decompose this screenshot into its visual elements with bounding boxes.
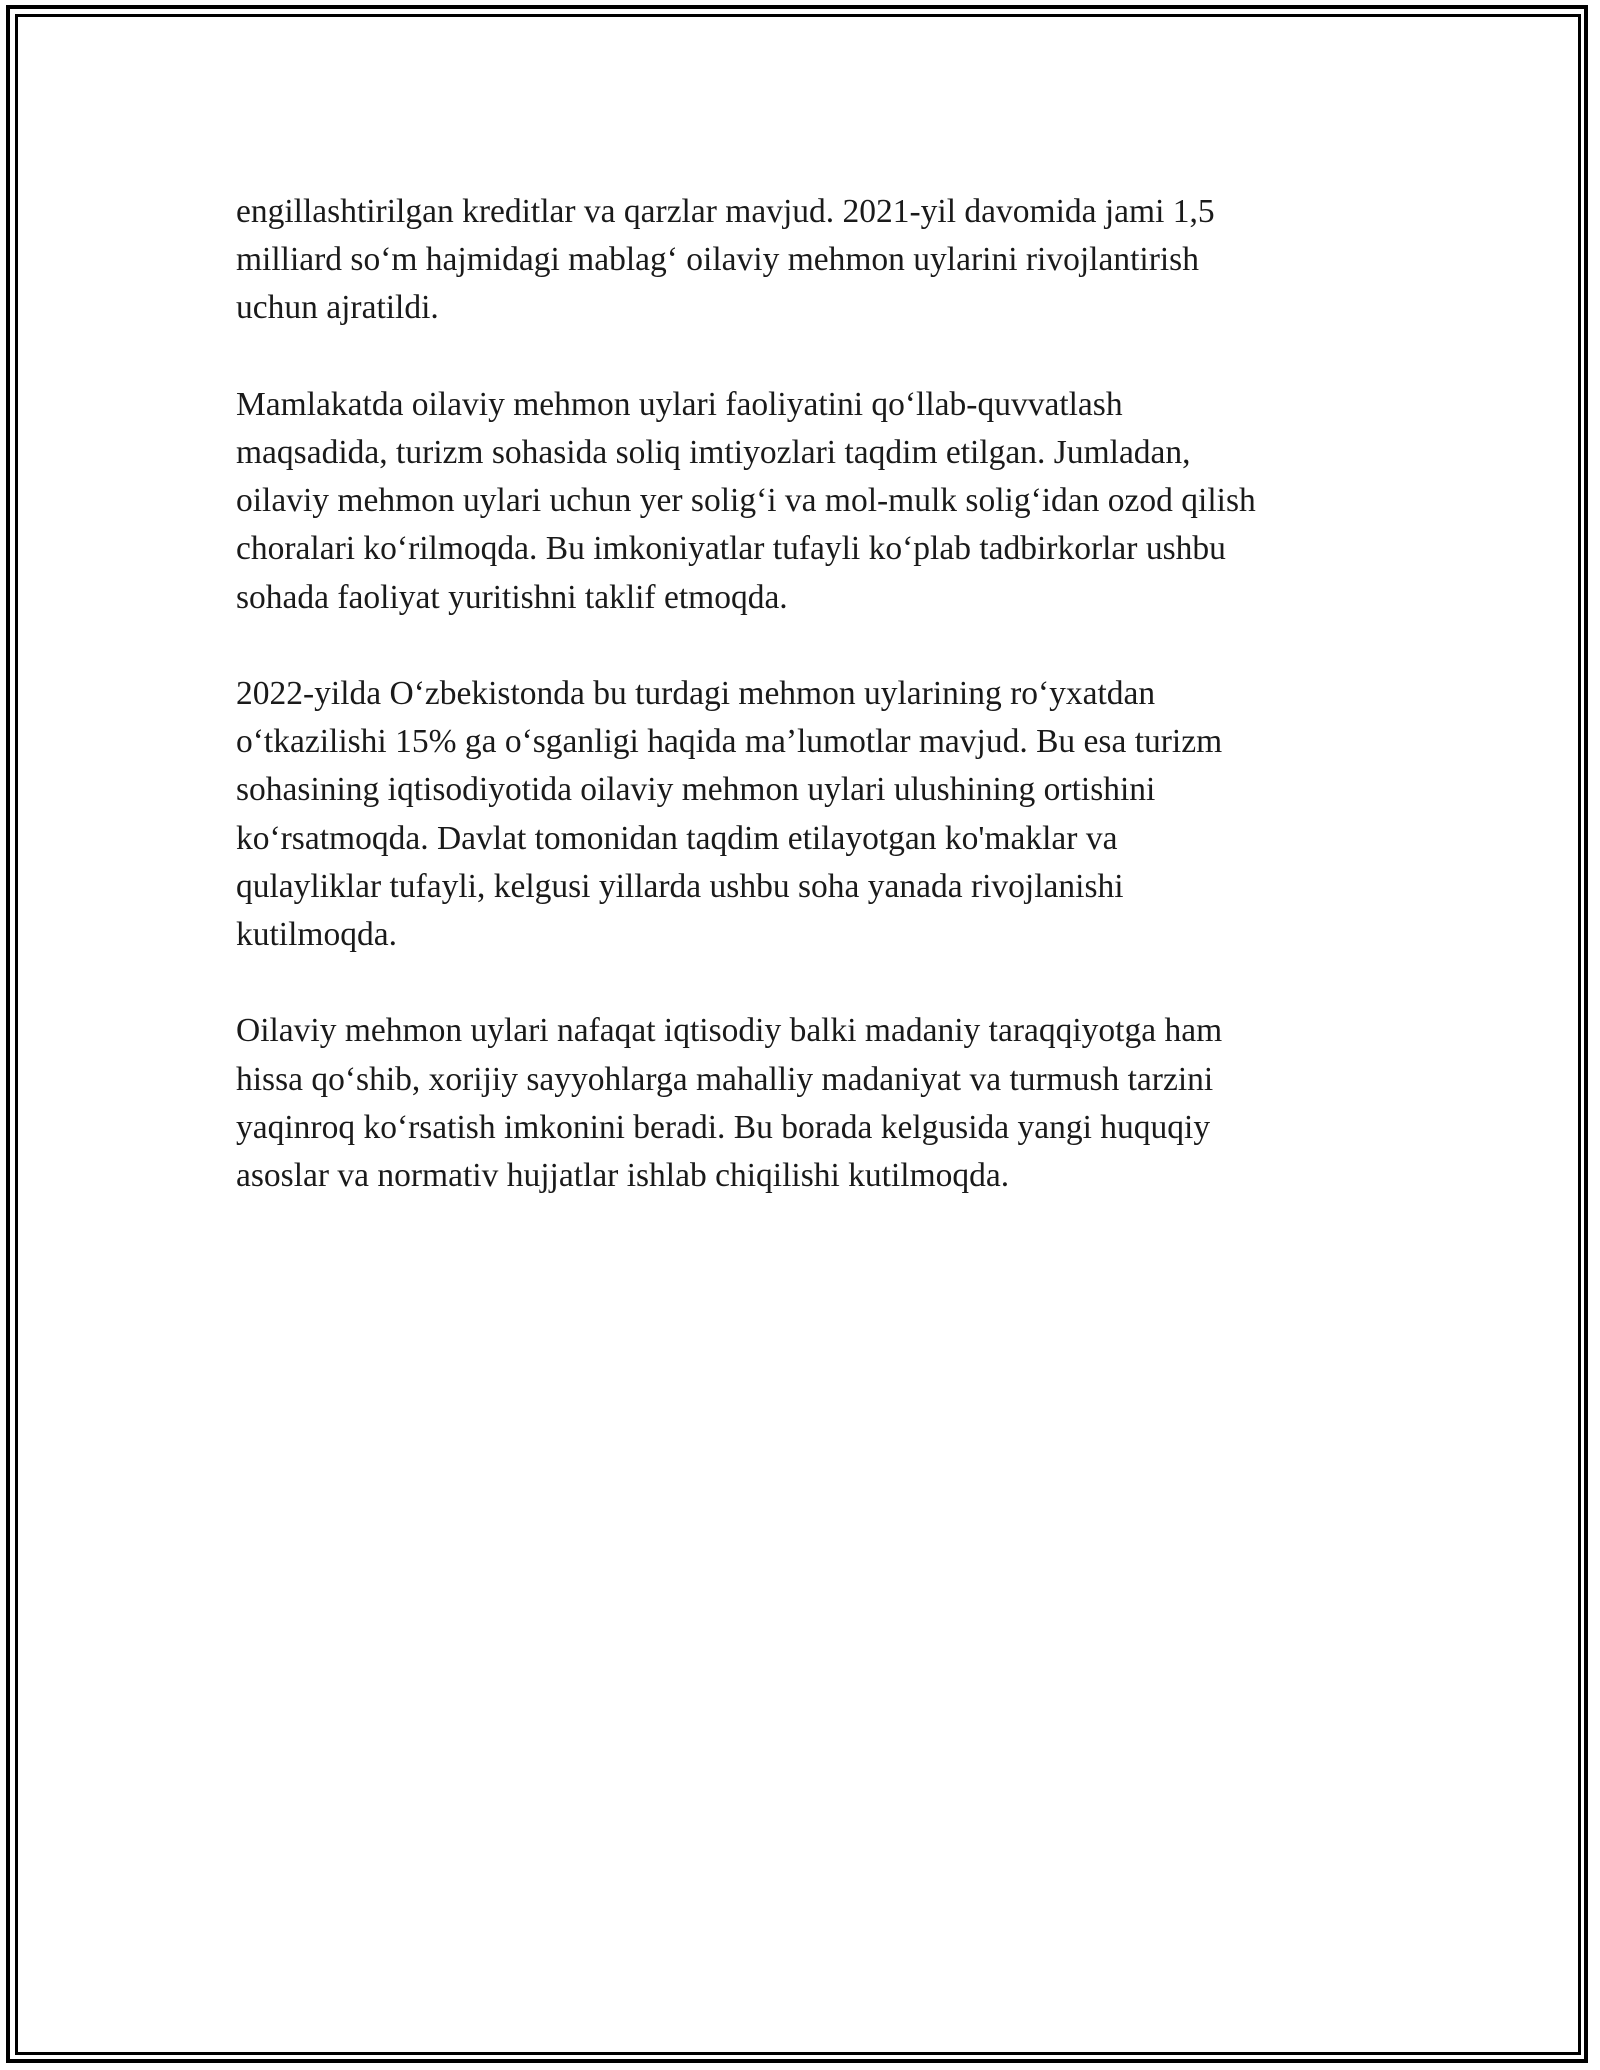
text-line: uchun ajratildi. — [236, 289, 439, 327]
text-line: choralari ko‘rilmoqda. Bu imkoniyatlar tufayli ko‘plab tadbirkorlar ushbu — [236, 530, 1226, 568]
document-body — [236, 188, 1366, 1200]
text-line: asoslar va normativ hujjatlar ishlab chiqilishi kutilmoqda. — [236, 1157, 1010, 1195]
paragraph-4 — [236, 1007, 1366, 1200]
text-line: maqsadida, turizm sohasida soliq imtiyozlari taqdim etilgan. Jumladan, — [236, 434, 1191, 471]
text-line: Mamlakatda oilaviy mehmon uylari faoliyatini qo‘llab-quvvatlash — [236, 385, 1123, 423]
text-line: 2022-yilda O‘zbekistonda bu turdagi mehmon uylarining ro‘yxatdan — [236, 675, 1156, 712]
text-line: o‘tkazilishi 15% ga o‘sganligi haqida ma’lumotlar mavjud. Bu esa turizm — [236, 723, 1223, 761]
paragraph-2 — [236, 381, 1366, 622]
text-line: sohada faoliyat yuritishni taklif etmoqda. — [236, 578, 788, 616]
text-line: hissa qo‘shib, xorijiy sayyohlarga mahalliy madaniyat va turmush tarzini — [236, 1060, 1214, 1098]
text-line: yaqinroq ko‘rsatish imkonini beradi. Bu borada kelgusida yangi huquqiy — [236, 1108, 1211, 1146]
text-line: kutilmoqda. — [236, 916, 397, 954]
text-line: qulayliklar tufayli, kelgusi yillarda ushbu soha yanada rivojlanishi — [236, 867, 1124, 905]
text-line: Oilaviy mehmon uylari nafaqat iqtisodiy balki madaniy taraqqiyotga ham — [236, 1012, 1223, 1050]
paragraph-3 — [236, 670, 1366, 959]
text-line: ko‘rsatmoqda. Davlat tomonidan taqdim etilayotgan ko'maklar va — [236, 819, 1118, 857]
text-line: oilaviy mehmon uylari uchun yer solig‘i va mol-mulk solig‘idan ozod qilish — [236, 482, 1256, 520]
text-line: engillashtirilgan kreditlar va qarzlar mavjud. 2021-yil davomida jami 1,5 — [236, 193, 1215, 230]
paragraph-1 — [236, 188, 1366, 333]
text-line: milliard so‘m hajmidagi mablag‘ oilaviy mehmon uylarini rivojlantirish — [236, 241, 1199, 279]
text-line: sohasining iqtisodiyotida oilaviy mehmon uylari ulushining ortishini — [236, 771, 1156, 809]
